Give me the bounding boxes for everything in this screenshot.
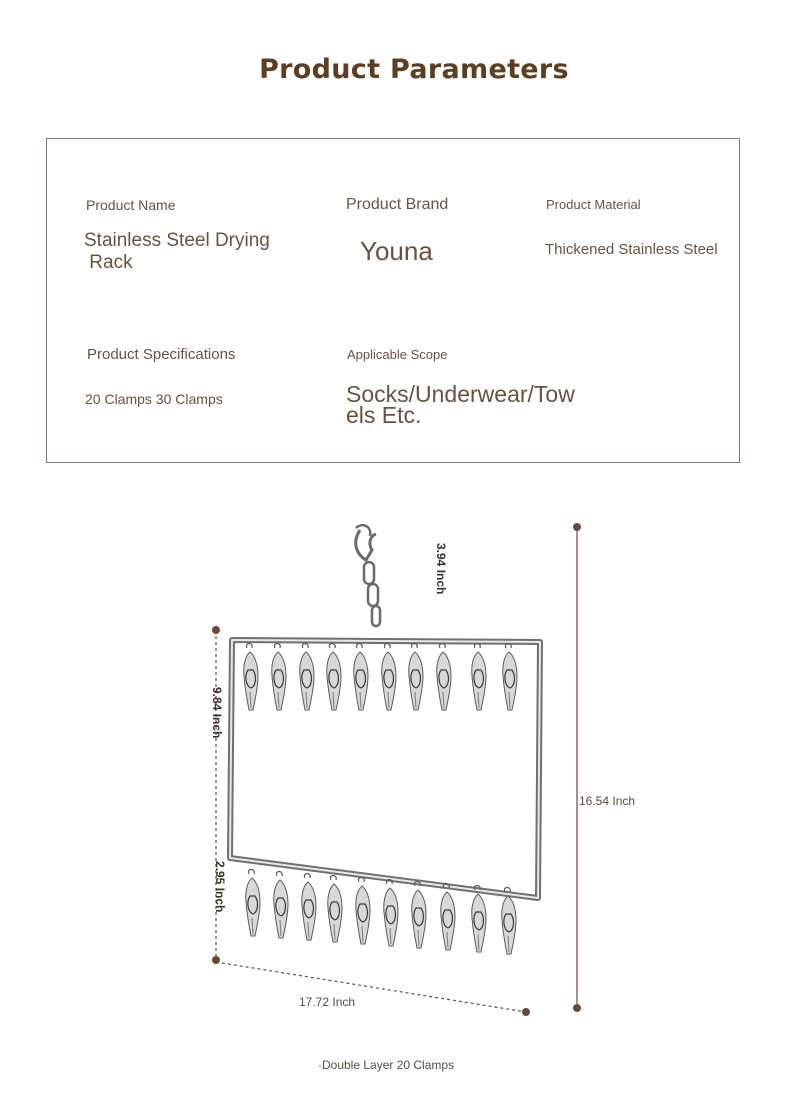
product-specifications-label: Product Specifications bbox=[87, 346, 236, 363]
drying-rack-illustration bbox=[0, 490, 790, 1090]
product-name-label: Product Name bbox=[86, 197, 176, 213]
frame-height-dimension: 9.84 Inch bbox=[210, 687, 224, 739]
product-brand-value: Youna bbox=[360, 236, 433, 266]
width-dimension: 17.72 Inch bbox=[299, 995, 356, 1009]
total-height-dimension: 16.54 Inch bbox=[579, 794, 636, 808]
applicable-scope-value: Socks/Underwear/Tow els Etc. bbox=[346, 381, 575, 428]
applicable-scope-label: Applicable Scope bbox=[347, 347, 448, 362]
page-title: Product Parameters bbox=[259, 54, 569, 85]
bottom-clamp-row bbox=[246, 870, 516, 955]
parameters-panel bbox=[46, 138, 740, 463]
product-name-value: Stainless Steel Drying Rack bbox=[84, 230, 270, 273]
product-specifications-value: 20 Clamps 30 Clamps bbox=[85, 391, 223, 407]
top-clamp-row bbox=[244, 644, 517, 711]
product-brand-label: Product Brand bbox=[346, 196, 449, 213]
product-dimension-figure bbox=[0, 490, 790, 1090]
product-caption: ·Double Layer 20 Clamps bbox=[318, 1058, 455, 1072]
dimension-lines bbox=[212, 523, 581, 1016]
hook-height-dimension: 3.94 Inch bbox=[434, 543, 448, 595]
layer-gap-dimension: 2.95 Inch bbox=[213, 861, 227, 913]
product-material-label: Product Material bbox=[546, 197, 641, 212]
hanging-hook bbox=[356, 525, 380, 626]
product-material-value: Thickened Stainless Steel bbox=[545, 241, 718, 258]
